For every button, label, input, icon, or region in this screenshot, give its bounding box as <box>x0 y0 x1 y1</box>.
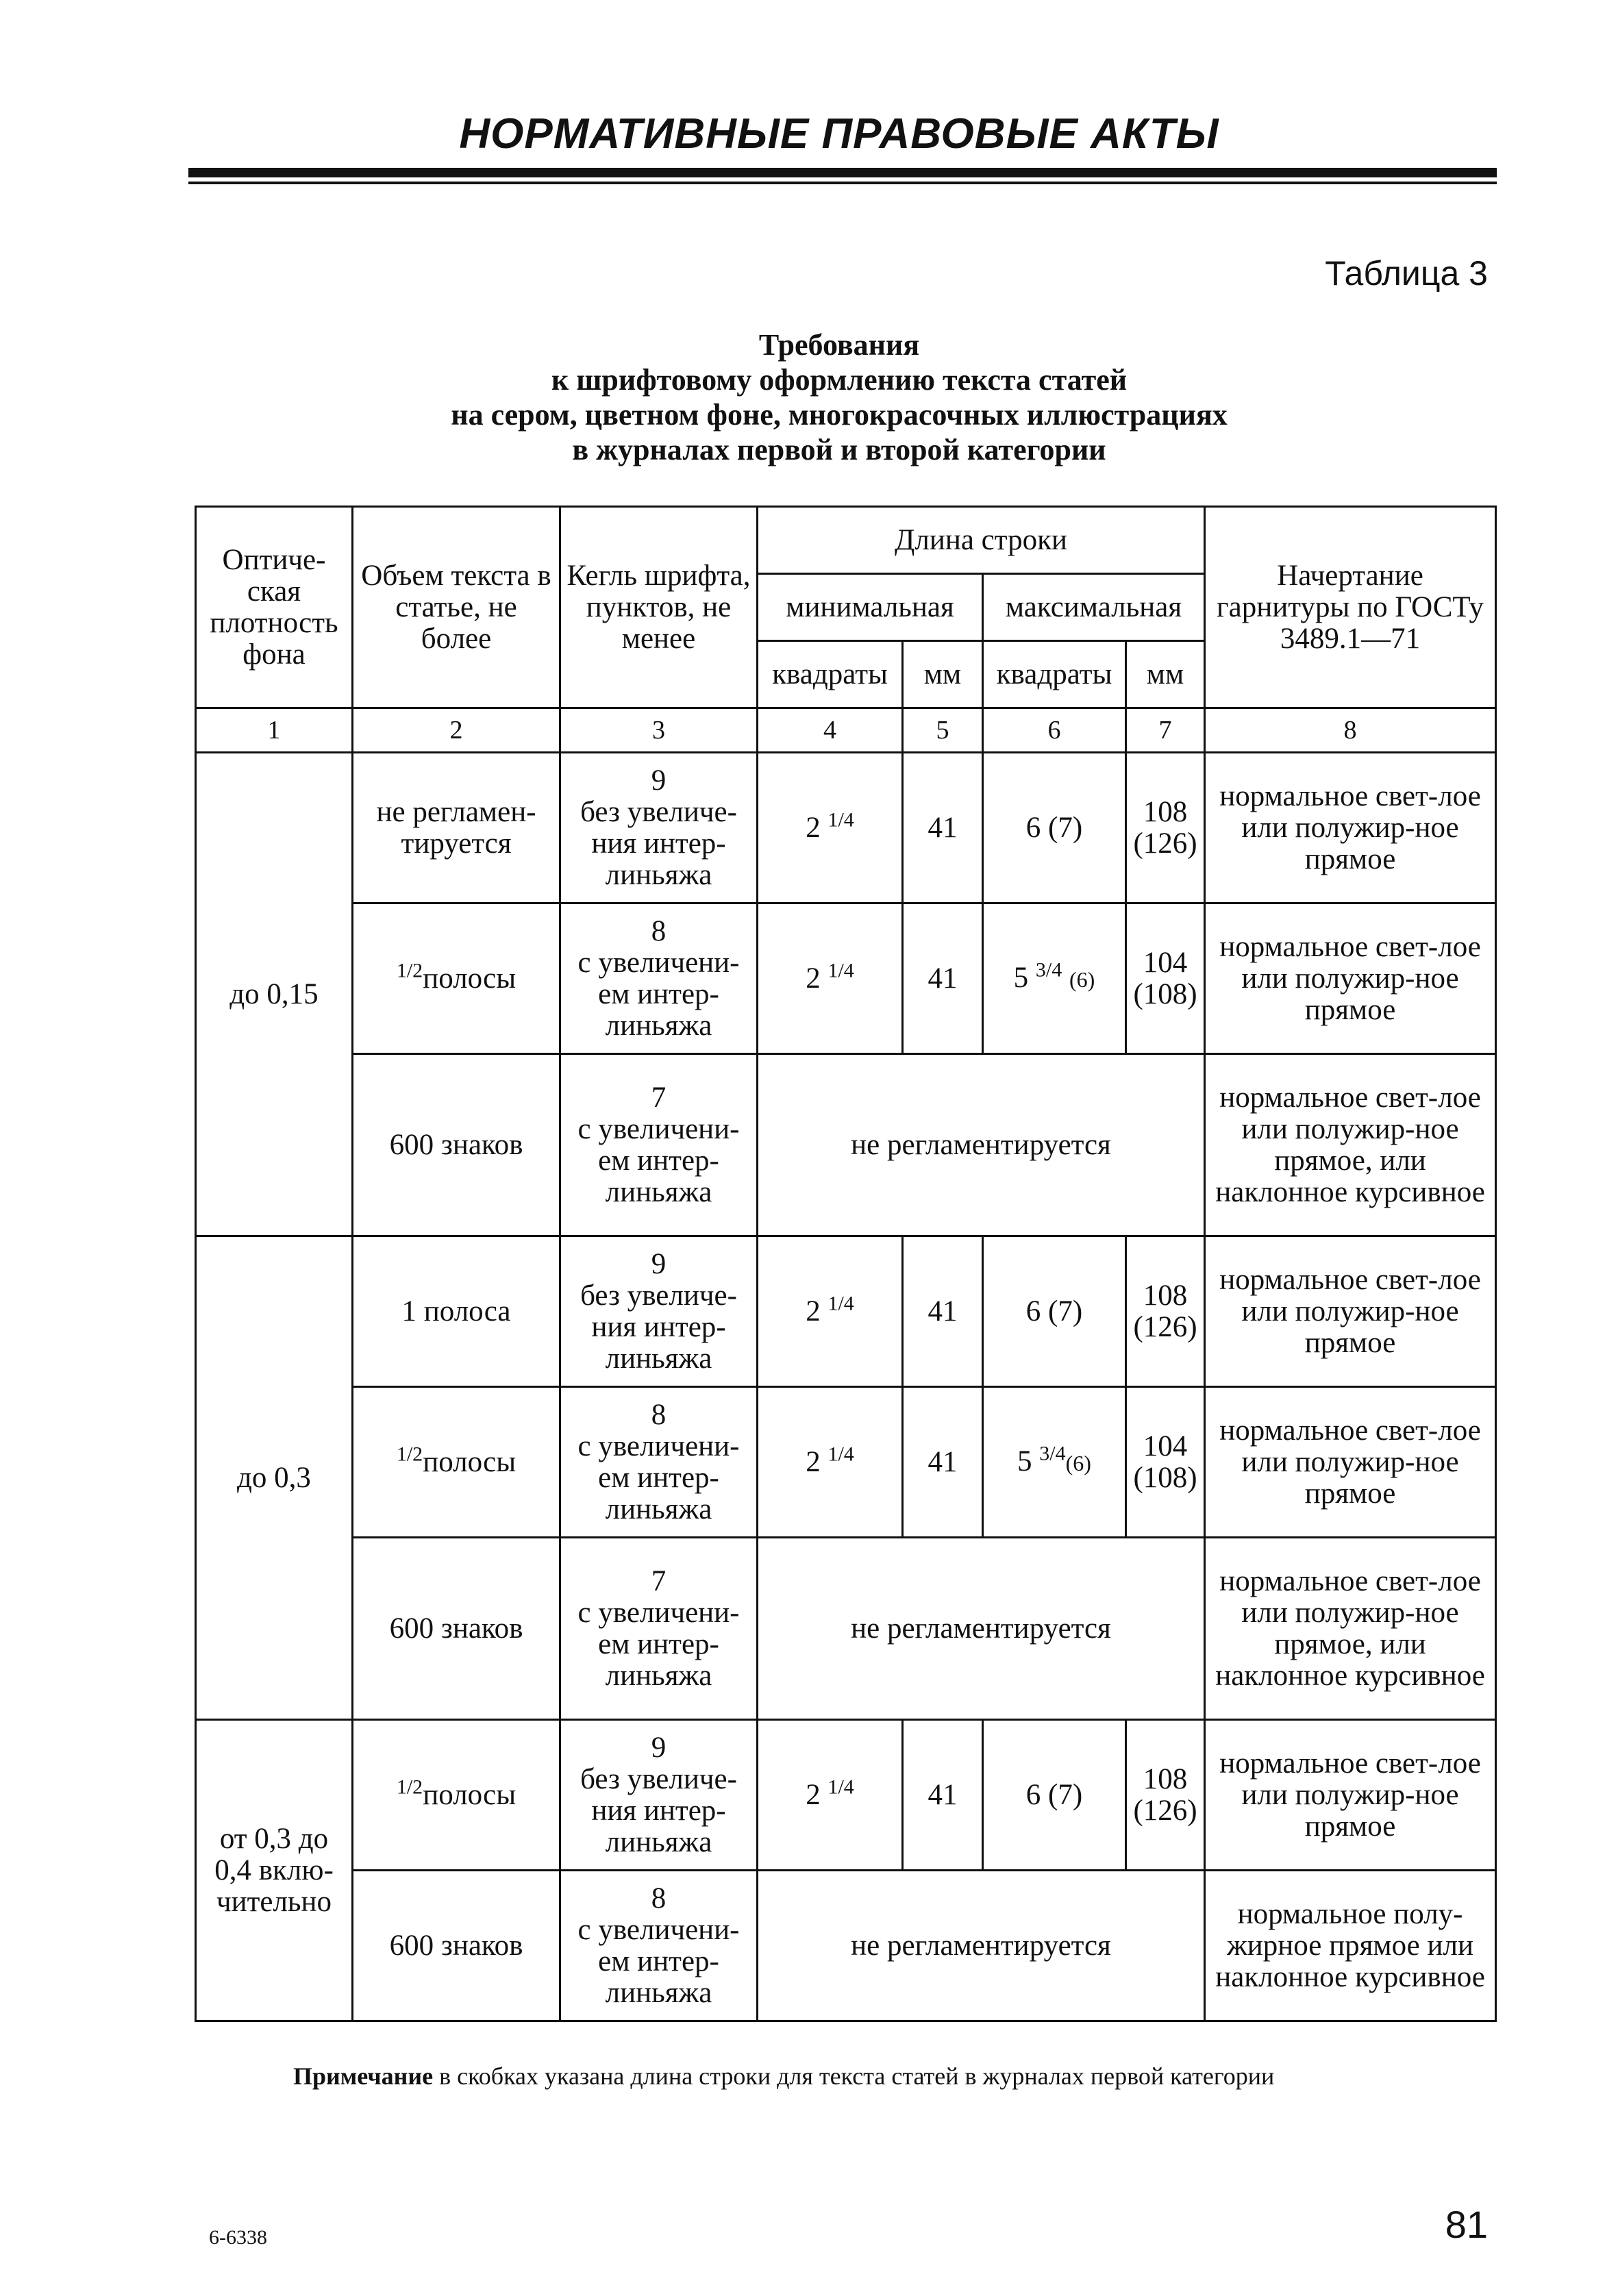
caption-line: в журналах первой и второй категории <box>572 433 1106 466</box>
max-squares-cell: 6 (7) <box>983 1720 1126 1871</box>
caption-line: к шрифтовому оформлению текста статей <box>551 363 1128 397</box>
col-number: 2 <box>353 708 560 753</box>
density-cell: от 0,3 до 0,4 вклю-чительно <box>196 1720 353 2021</box>
note-label: Примечание <box>293 2062 434 2090</box>
max-frac: 3/4 <box>1035 958 1062 982</box>
max-mm-cell: 104 (108) <box>1126 903 1205 1054</box>
min-frac: 1/4 <box>827 1443 854 1466</box>
volume-cell <box>353 1720 560 1871</box>
min-int: 2 <box>806 1778 821 1811</box>
min-squares-cell <box>758 1720 903 1871</box>
table-row <box>196 1387 1496 1538</box>
max-frac: 3/4 <box>1039 1442 1066 1465</box>
volume-frac: 1/2 <box>396 1443 423 1466</box>
max-mm-cell: 108 (126) <box>1126 1720 1205 1871</box>
typeface-cell: нормальное свет-лое или полужир-ное прямое <box>1205 1236 1496 1387</box>
max-squares-cell <box>983 903 1126 1054</box>
typeface-cell: нормальное свет-лое или полужир-ное прямое <box>1205 1387 1496 1538</box>
max-mm-cell: 104 (108) <box>1126 1387 1205 1538</box>
table-caption <box>188 327 1490 467</box>
max-mm-cell: 108 (126) <box>1126 1236 1205 1387</box>
header-rule-thin <box>188 182 1497 184</box>
max-int: 5 <box>1013 961 1029 994</box>
max-squares-cell: 6 (7) <box>983 753 1126 903</box>
size-cell <box>560 1871 758 2021</box>
volume-cell: 600 знаков <box>353 1538 560 1720</box>
col-number: 1 <box>196 708 353 753</box>
density-cell: до 0,3 <box>196 1236 353 1720</box>
table-row <box>196 1871 1496 2021</box>
min-mm-cell: 41 <box>903 903 983 1054</box>
volume-cell: 600 знаков <box>353 1054 560 1236</box>
header-min-mm: мм <box>903 641 983 708</box>
table-row <box>196 903 1496 1054</box>
not-regulated-cell: не регламентируется <box>758 1538 1205 1720</box>
volume-frac: 1/2 <box>396 959 423 982</box>
size-cell <box>560 1054 758 1236</box>
not-regulated-cell: не регламентируется <box>758 1054 1205 1236</box>
max-squares-cell: 6 (7) <box>983 1236 1126 1387</box>
volume-text: полосы <box>423 1778 516 1811</box>
size-cell <box>560 1720 758 1871</box>
min-squares-cell <box>758 1236 903 1387</box>
density-cell: до 0,15 <box>196 753 353 1236</box>
min-squares-cell <box>758 1387 903 1538</box>
volume-text: полосы <box>423 962 516 995</box>
min-squares-cell <box>758 753 903 903</box>
min-int: 2 <box>806 1445 821 1478</box>
size-cell <box>560 903 758 1054</box>
size-value: 9 <box>651 764 667 797</box>
max-paren: (6) <box>1069 966 1095 992</box>
page-number: 81 <box>1445 2203 1488 2246</box>
size-note: с увеличени-ем интер-линьяжа <box>577 1596 740 1692</box>
size-note: с увеличени-ем интер-линьяжа <box>577 946 740 1042</box>
min-int: 2 <box>806 1295 821 1327</box>
size-note: без увеличе-ния интер-линьяжа <box>580 1762 737 1858</box>
min-mm-cell: 41 <box>903 1236 983 1387</box>
header-volume: Объем текста в статье, не более <box>353 507 560 708</box>
size-cell <box>560 1387 758 1538</box>
volume-cell: 1 полоса <box>353 1236 560 1387</box>
volume-cell: не регламен-тируется <box>353 753 560 903</box>
header-line-length: Длина строки <box>758 507 1205 574</box>
max-paren: (6) <box>1065 1450 1091 1475</box>
min-frac: 1/4 <box>827 808 854 832</box>
caption-line: на сером, цветном фоне, многокрасочных иллюстрациях <box>451 398 1228 432</box>
min-mm-cell: 41 <box>903 1720 983 1871</box>
typeface-cell: нормальное свет-лое или полужир-ное прямое, или наклонное курсивное <box>1205 1538 1496 1720</box>
table-row <box>196 1054 1496 1236</box>
typeface-cell: нормальное свет-лое или полужир-ное прямое, или наклонное курсивное <box>1205 1054 1496 1236</box>
size-note: без увеличе-ния интер-линьяжа <box>580 795 737 891</box>
table-row <box>196 753 1496 903</box>
volume-frac: 1/2 <box>396 1775 423 1799</box>
size-value: 7 <box>651 1081 667 1114</box>
size-cell <box>560 1236 758 1387</box>
col-number: 3 <box>560 708 758 753</box>
min-frac: 1/4 <box>827 1775 854 1799</box>
header-min: минимальная <box>758 574 983 641</box>
requirements-table <box>195 506 1497 2022</box>
min-frac: 1/4 <box>827 1292 854 1315</box>
col-number: 7 <box>1126 708 1205 753</box>
header-max-mm: мм <box>1126 641 1205 708</box>
col-number: 6 <box>983 708 1126 753</box>
volume-cell <box>353 903 560 1054</box>
max-int: 5 <box>1017 1445 1032 1477</box>
table-note <box>293 2062 1274 2091</box>
min-int: 2 <box>806 962 821 995</box>
min-int: 2 <box>806 811 821 844</box>
min-squares-cell <box>758 903 903 1054</box>
table-row <box>196 1538 1496 1720</box>
col-number: 5 <box>903 708 983 753</box>
size-cell <box>560 1538 758 1720</box>
size-value: 8 <box>651 914 667 947</box>
min-mm-cell: 41 <box>903 753 983 903</box>
volume-cell: 600 знаков <box>353 1871 560 2021</box>
header-size: Кегль шрифта, пунктов, не менее <box>560 507 758 708</box>
min-frac: 1/4 <box>827 959 854 982</box>
size-note: с увеличени-ем интер-линьяжа <box>577 1112 740 1208</box>
typeface-cell: нормальное свет-лое или полужир-ное прямое <box>1205 1720 1496 1871</box>
header-rule-thick <box>188 168 1497 177</box>
col-number: 4 <box>758 708 903 753</box>
caption-line: Требования <box>758 328 920 362</box>
typeface-cell: нормальное свет-лое или полужир-ное прямое <box>1205 903 1496 1054</box>
section-title: НОРМАТИВНЫЕ ПРАВОВЫЕ АКТЫ <box>459 110 1219 158</box>
size-note: без увеличе-ния интер-линьяжа <box>580 1279 737 1375</box>
size-value: 8 <box>651 1398 667 1431</box>
size-value: 7 <box>651 1564 667 1597</box>
header-typeface: Начертание гарнитуры по ГОСТу 3489.1—71 <box>1205 507 1496 708</box>
typeface-cell: нормальное свет-лое или полужир-ное прямое <box>1205 753 1496 903</box>
max-mm-cell: 108 (126) <box>1126 753 1205 903</box>
min-mm-cell: 41 <box>903 1387 983 1538</box>
size-value: 9 <box>651 1731 667 1764</box>
header-max-squares: квадраты <box>983 641 1126 708</box>
print-code: 6-6338 <box>209 2226 267 2249</box>
note-text: в скобках указана длина строки для текста статей в журналах первой категории <box>439 2062 1275 2090</box>
size-note: с увеличени-ем интер-линьяжа <box>577 1913 740 2009</box>
table-label: Таблица 3 <box>1325 254 1488 292</box>
volume-cell <box>353 1387 560 1538</box>
header-min-squares: квадраты <box>758 641 903 708</box>
size-value: 8 <box>651 1882 667 1914</box>
max-squares-cell <box>983 1387 1126 1538</box>
not-regulated-cell: не регламентируется <box>758 1871 1205 2021</box>
table-row <box>196 1720 1496 1871</box>
volume-text: полосы <box>423 1445 516 1478</box>
typeface-cell: нормальное полу-жирное прямое или наклонное курсивное <box>1205 1871 1496 2021</box>
size-cell <box>560 753 758 903</box>
size-note: с увеличени-ем интер-линьяжа <box>577 1430 740 1525</box>
header-max: максимальная <box>983 574 1205 641</box>
table-row <box>196 1236 1496 1387</box>
size-value: 9 <box>651 1247 667 1280</box>
col-number: 8 <box>1205 708 1496 753</box>
header-density: Оптиче-ская плотность фона <box>196 507 353 708</box>
